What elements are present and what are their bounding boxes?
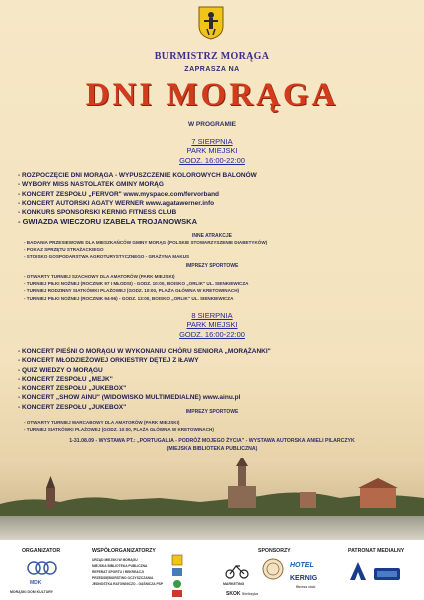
program-heading: W PROGRAMIE xyxy=(187,121,237,128)
list-item: - TURNIEJ RODZINNY SIATKÓWKI PLAŻOWEJ (GODZ. 10:00, PLAŻA GŁÓWNA W KRETOWINACH) xyxy=(24,288,240,294)
list-item: - STOISKO GOSPODARSTWA AGROTURYSTYCZNEGO - GRAŻYNA MAKUS xyxy=(24,254,190,260)
tv-patron-logo-icon xyxy=(374,568,400,580)
list-item: - POKAZ SPRZĘTU STRAŻACKIEGO xyxy=(24,247,104,253)
list-item: - KONCERT PIEŚNI O MORĄGU W WYKONANIU CHÓRU SENIORA „MORĄŻANKI" xyxy=(18,348,271,355)
list-item: REFERAT SPORTU I REKREACJI xyxy=(92,570,144,574)
day1-hours: GODZ. 16:00-22:00 xyxy=(179,155,245,165)
seal-logo-icon xyxy=(262,558,284,580)
day1-date: 7 SIERPNIA xyxy=(191,137,233,146)
day1-other-heading: INNE ATRAKCJE xyxy=(191,233,232,239)
marketing-logo-icon xyxy=(222,560,252,580)
media-patron-logo-icon xyxy=(348,560,368,582)
list-item: - GWIAZDA WIECZORU IZABELA TROJANOWSKA xyxy=(18,217,198,227)
page-title: DNI MORĄGA xyxy=(85,77,339,113)
media-patronage-heading: PATRONAT MEDIALNY xyxy=(348,548,405,554)
day2-program-list xyxy=(18,347,398,412)
skok-sub-text: Stefczyka xyxy=(242,592,259,596)
mdk-logo-icon xyxy=(22,558,62,586)
list-item: - TURNIEJ PIŁKI NOŻNEJ (ROCZNIK 97 I MŁODSI) - GODZ. 10:00, BOISKO „ORLIK" UL. SIENKIEWICZA xyxy=(24,281,249,287)
exhibition-note xyxy=(0,438,424,453)
list-item: - KONKURS SPONSORSKI KERNIG FITNESS CLUB xyxy=(18,209,177,217)
invite-text: ZAPRASZA NA xyxy=(184,66,240,73)
list-item: JEDNOSTKA RATOWNICZO - GAŚNICZA PSP xyxy=(92,582,164,586)
exhibition-line: 1-31.08.09 - WYSTAWA PT.: „PORTUGALIA - PODRÓŻ MOJEGO ŻYCIA" - WYSTAWA AUTORSKA ANIELI PILARCZYK xyxy=(69,438,355,444)
day1-program-list xyxy=(18,171,398,227)
list-item: - KONCERT ZESPOŁU „JUKEBOX" xyxy=(18,403,127,411)
list-item: - OTWARTY TURNIEJ SZACHOWY DLA AMATORÓW (PARK MIEJSKI) xyxy=(24,274,175,279)
list-item: - QUIZ WIEDZY O MORĄGU xyxy=(18,366,103,374)
day1-sport-heading: IMPREZY SPORTOWE xyxy=(185,263,239,269)
coorganizer-logos-icon xyxy=(170,554,184,598)
list-item: - TURNIEJ PIŁKI NOŻNEJ (ROCZNIK 94-96) - GODZ. 13:00, BOISKO „ORLIK" UL. SIENKIEWICZA xyxy=(24,295,234,301)
list-item: - OTWARTY TURNIEJ WARCABOWY DLA AMATORÓW (PARK MIEJSKI) xyxy=(24,420,180,425)
day2-sport-heading: IMPREZY SPORTOWE xyxy=(185,409,239,415)
footer-sponsors xyxy=(0,540,424,600)
day2-date: 8 SIERPNIA xyxy=(191,311,233,320)
town-skyline-image xyxy=(0,458,424,540)
day2-hours: GODZ. 16:00-22:00 xyxy=(179,329,245,339)
organizer-heading: ORGANIZATOR xyxy=(22,548,61,554)
day1-other-list xyxy=(24,239,394,261)
hotel-logo-text: HOTEL xyxy=(290,562,314,569)
exhibition-venue: (MIEJSKA BIBLIOTEKA PUBLICZNA) xyxy=(166,445,258,452)
mdk-logo-text: MDK xyxy=(30,580,42,586)
day1-sport-list xyxy=(24,273,394,302)
day2-header xyxy=(0,311,424,339)
sponsors-heading: SPONSORZY xyxy=(258,548,291,554)
skok-logo-text: SKOK xyxy=(226,591,241,597)
mayor-heading: BURMISTRZ MORĄGA xyxy=(154,51,270,62)
list-item: MIEJSKA BIBLIOTEKA PUBLICZNA xyxy=(92,564,148,568)
list-item: - BADANIA PRZESIEWOWE DLA MIESZKAŃCÓW GMINY MORĄG (POLSKIE STOWARZYSZENIE DIABETYKÓW) xyxy=(24,240,268,245)
list-item: - WYBORY MISS NASTOLATEK GMINY MORĄG xyxy=(18,181,164,189)
kernig-logo-text: KERNIG xyxy=(290,575,318,582)
mdk-label: MORĄSKI DOM KULTURY xyxy=(10,590,53,594)
list-item: URZĄD MIEJSKI W MORĄGU xyxy=(92,558,138,562)
list-item: - KONCERT MŁODZIEŻOWEJ ORKIESTRY DĘTEJ Z IŁAWY xyxy=(18,357,199,365)
coorganizers-list xyxy=(92,557,163,587)
marketing-label: MARKETING xyxy=(223,582,245,586)
town-crest-icon xyxy=(198,6,224,40)
day1-place: PARK MIEJSKI xyxy=(186,146,238,156)
day2-place: PARK MIEJSKI xyxy=(186,320,238,330)
coorganizers-heading: WSPÓŁORGANIZATORZY xyxy=(92,548,156,554)
day1-header xyxy=(0,137,424,165)
kernig-sub-text: fitness club xyxy=(296,585,316,589)
list-item: PRZEDSIĘBIORSTWO OCZYSZCZANIA xyxy=(92,576,154,580)
list-item: - KONCERT ZESPOŁU „MEJK" xyxy=(18,375,113,383)
list-item: - KONCERT ZESPOŁU „FERVOR" www.myspace.com/fervorband xyxy=(18,190,220,198)
day2-sport-list xyxy=(24,419,394,433)
list-item: - KONCERT „SHOW AINU" (WIDOWISKO MULTIMEDIALNE) www.ainu.pl xyxy=(18,394,241,402)
list-item: - KONCERT AUTORSKI AGATY WERNER www.agatawerner.info xyxy=(18,199,215,207)
list-item: - KONCERT ZESPOŁU „JUKEBOX" xyxy=(18,385,127,393)
list-item: - ROZPOCZĘCIE DNI MORĄGA - WYPUSZCZENIE KOLOROWYCH BALONÓW xyxy=(18,172,257,179)
list-item: - TURNIEJ SIATKÓWKI PLAŻOWEJ (GODZ. 10:00, PLAŻA GŁÓWNA W KRETOWINACH) xyxy=(24,427,214,433)
